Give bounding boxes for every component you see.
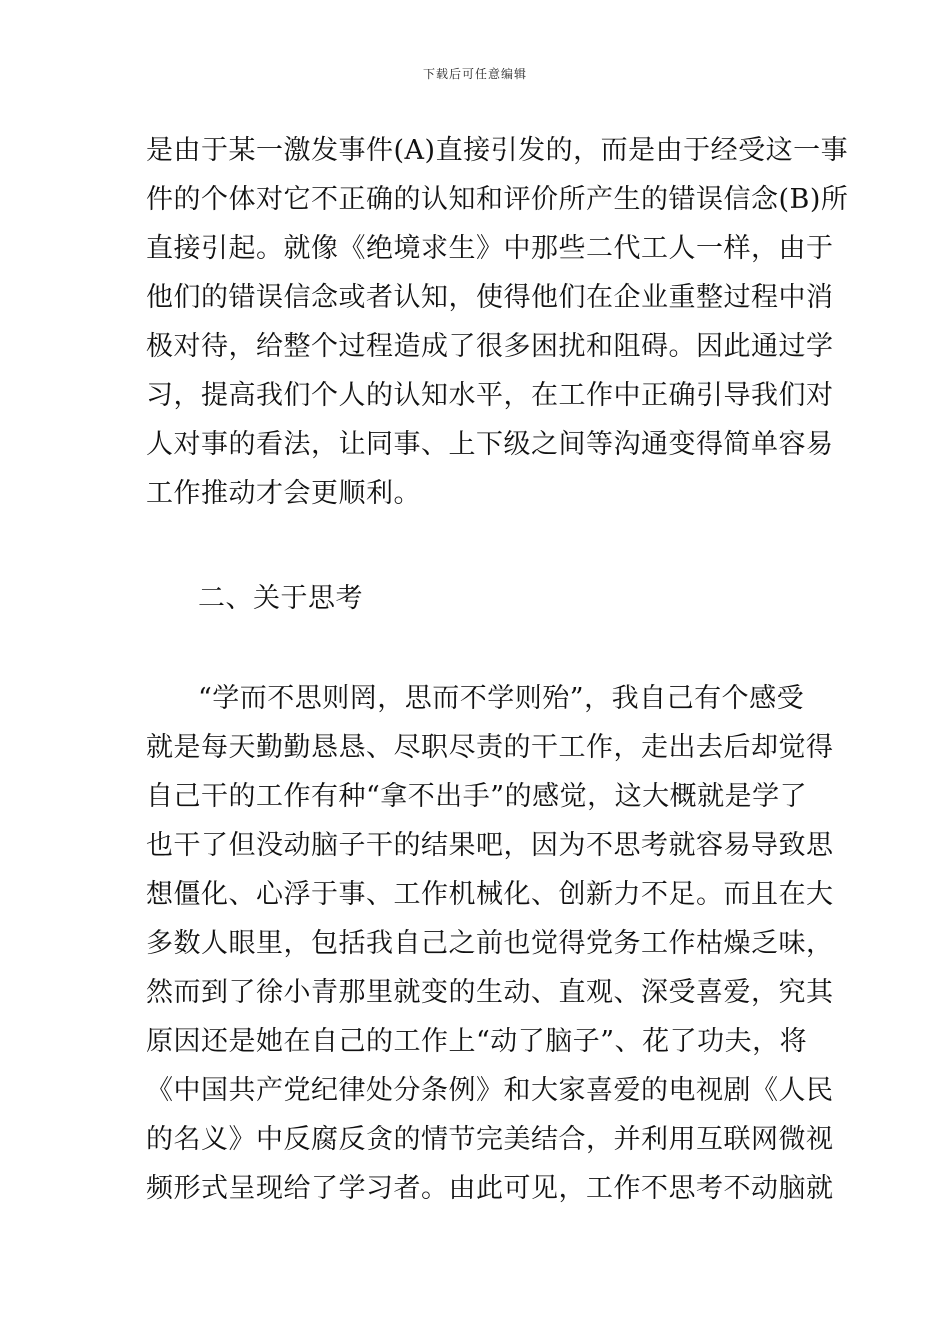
paragraph-line: 是由于某一激发事件(A)直接引发的，而是由于经受这一事 [146,135,849,166]
paragraph-line: 极对待，给整个过程造成了很多困扰和阻碍。因此通过学 [146,331,834,362]
paragraph-line: “学而不思则罔，思而不学则殆”，我自己有个感受 [198,683,805,714]
section-heading: 二、关于思考 [198,583,363,614]
paragraph-line: 也干了但没动脑子干的结果吧，因为不思考就容易导致思 [146,830,834,861]
paragraph-line: 《中国共产党纪律处分条例》和大家喜爱的电视剧《人民 [146,1075,834,1106]
paragraph-line: 人对事的看法，让同事、上下级之间等沟通变得简单容易 [146,429,834,460]
paragraph-line: 想僵化、心浮于事、工作机械化、创新力不足。而且在大 [146,879,834,910]
paragraph-line: 频形式呈现给了学习者。由此可见，工作不思考不动脑就 [146,1173,834,1204]
paragraph-line: 然而到了徐小青那里就变的生动、直观、深受喜爱，究其 [146,977,834,1008]
paragraph-line: 多数人眼里，包括我自己之前也觉得党务工作枯燥乏味， [146,928,834,959]
paragraph-line: 原因还是她在自己的工作上“动了脑子”、花了功夫，将 [146,1026,808,1057]
paragraph-line: 习，提高我们个人的认知水平，在工作中正确引导我们对 [146,380,834,411]
paragraph-line: 直接引起。就像《绝境求生》中那些二代工人一样，由于 [146,233,834,264]
paragraph-line: 他们的错误信念或者认知，使得他们在企业重整过程中消 [146,282,834,313]
paragraph-line: 工作推动才会更顺利。 [146,478,421,509]
page-header: 下载后可任意编辑 [422,67,527,81]
paragraph-line: 的名义》中反腐反贪的情节完美结合，并利用互联网微视 [146,1124,834,1155]
paragraph-line: 件的个体对它不正确的认知和评价所产生的错误信念(B)所 [146,184,849,215]
paragraph-line: 自己干的工作有种“拿不出手”的感觉，这大概就是学了 [146,781,808,812]
paragraph-line: 就是每天勤勤恳恳、尽职尽责的干工作，走出去后却觉得 [146,732,834,763]
